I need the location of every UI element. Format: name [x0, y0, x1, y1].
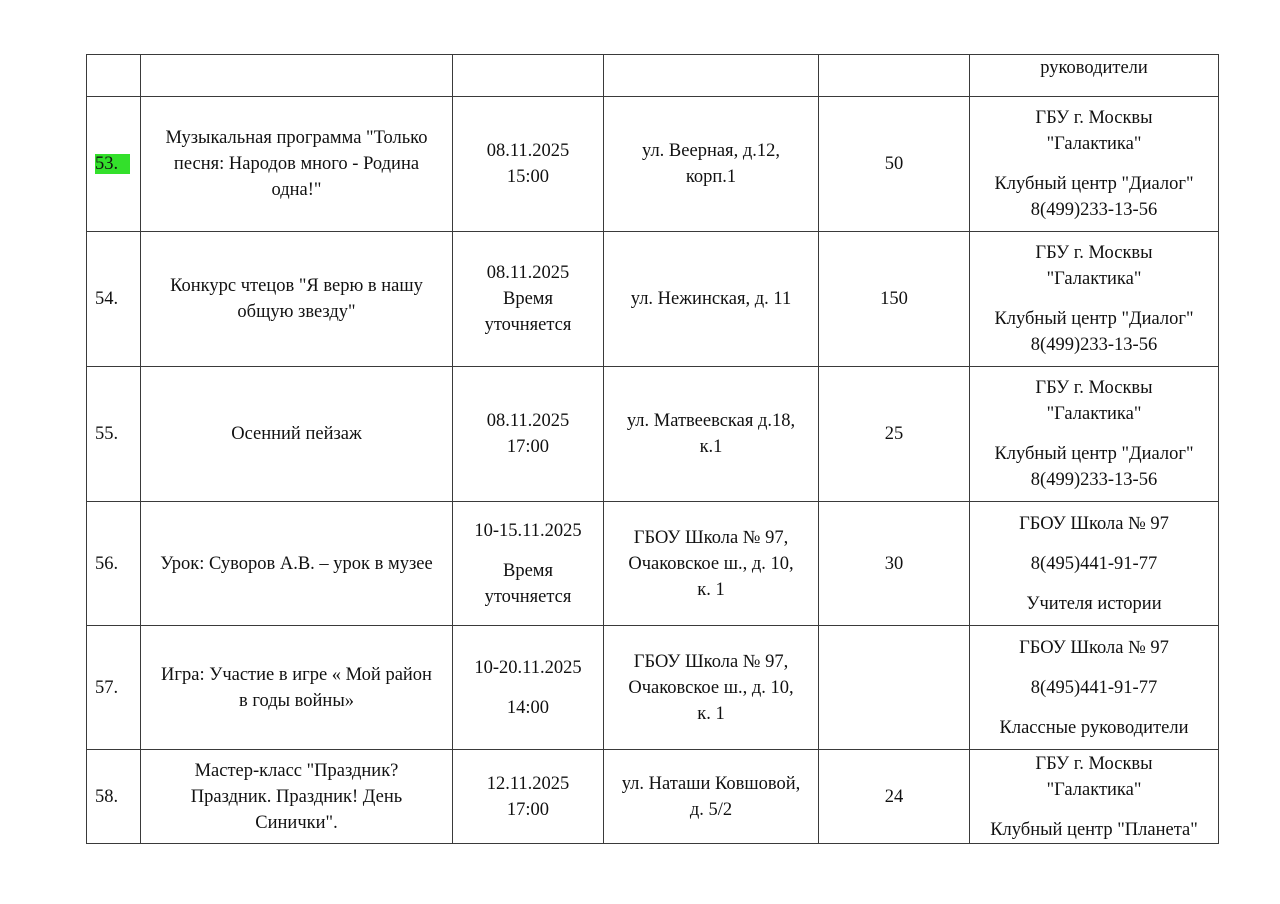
event-line: общую звезду": [237, 302, 356, 322]
cell-event: [141, 626, 453, 750]
date-line: 08.11.2025: [486, 263, 570, 283]
place-line: ул. Веерная, д.12,: [642, 141, 780, 161]
org-line: ГБОУ Школа № 97: [1019, 637, 1169, 658]
event-line: Осенний пейзаж: [231, 424, 362, 444]
place-line: Очаковское ш., д. 10,: [628, 553, 794, 574]
date-line: 08.11.2025: [486, 141, 570, 161]
cell-date: [453, 232, 604, 367]
highlighted-row-number: 53.: [95, 154, 130, 174]
cell-event: [141, 750, 453, 844]
place-line: корп.1: [685, 167, 737, 187]
cell-num: 58.: [87, 750, 141, 844]
org-line: Клубный центр "Диалог": [994, 444, 1194, 464]
cell-event: [141, 97, 453, 232]
org-line: Клубный центр "Планета": [990, 819, 1198, 840]
org-line: руководители: [1040, 58, 1148, 78]
date-line: 10-15.11.2025: [474, 520, 582, 541]
cell-date: [453, 502, 604, 626]
org-line: "Галактика": [1046, 269, 1142, 289]
event-line: Игра: Участие в игре « Мой район: [161, 664, 432, 685]
cell-event: [141, 55, 453, 97]
table-row: [87, 750, 1219, 844]
place-line: к. 1: [697, 703, 725, 724]
time-line: 17:00: [506, 799, 550, 820]
event-line: Праздник. Праздник! День: [190, 786, 403, 807]
time-line: Время: [502, 289, 554, 309]
cell-count: 50: [819, 97, 970, 232]
org-line: Учителя истории: [1026, 593, 1162, 614]
table-row-continued: [87, 55, 1219, 97]
cell-org: [970, 232, 1219, 367]
org-line: Клубный центр "Диалог": [994, 174, 1194, 194]
place-line: ул. Наташи Ковшовой,: [621, 773, 801, 794]
org-line: Классные руководители: [999, 717, 1189, 738]
cell-num: 57.: [87, 626, 141, 750]
event-line: песня: Народов много - Родина: [173, 154, 420, 174]
cell-place: [604, 502, 819, 626]
place-line: ГБОУ Школа № 97,: [633, 527, 789, 548]
event-line: Мастер-класс "Праздник?: [194, 760, 399, 781]
org-line: ГБУ г. Москвы: [1035, 108, 1153, 128]
cell-org: [970, 502, 1219, 626]
date-line: 10-20.11.2025: [474, 657, 582, 678]
org-line: ГБОУ Школа № 97: [1019, 513, 1169, 534]
cell-place: [604, 626, 819, 750]
cell-count: 25: [819, 367, 970, 502]
table-row: [87, 232, 1219, 367]
table-row: [87, 502, 1219, 626]
time-line: 17:00: [506, 437, 550, 457]
cell-event: [141, 502, 453, 626]
cell-event: [141, 367, 453, 502]
event-line: Урок: Суворов А.В. – урок в музее: [160, 553, 433, 574]
org-line: "Галактика": [1046, 779, 1142, 800]
cell-org: [970, 55, 1219, 97]
cell-count: [819, 626, 970, 750]
table-row: [87, 626, 1219, 750]
cell-org: [970, 97, 1219, 232]
cell-org: [970, 750, 1219, 844]
date-line: 08.11.2025: [486, 411, 570, 431]
cell-num: 55.: [87, 367, 141, 502]
cell-place: [604, 97, 819, 232]
org-line: ГБУ г. Москвы: [1035, 753, 1153, 774]
events-table: [86, 54, 1219, 844]
place-line: ул. Нежинская, д. 11: [630, 289, 792, 309]
event-line: Синички".: [255, 812, 338, 833]
cell-date: [453, 626, 604, 750]
table-row: [87, 97, 1219, 232]
cell-date: [453, 97, 604, 232]
time-line: 15:00: [506, 167, 550, 187]
cell-place: [604, 232, 819, 367]
org-phone: 8(499)233-13-56: [1030, 335, 1158, 355]
cell-num: [87, 97, 141, 232]
cell-org: [970, 367, 1219, 502]
org-phone: 8(495)441-91-77: [1030, 553, 1158, 574]
place-line: ГБОУ Школа № 97,: [633, 651, 789, 672]
place-line: к.1: [699, 437, 723, 457]
cell-place: [604, 55, 819, 97]
cell-place: [604, 750, 819, 844]
org-phone: 8(499)233-13-56: [1030, 470, 1158, 490]
org-phone: 8(495)441-91-77: [1030, 677, 1158, 698]
cell-event: [141, 232, 453, 367]
table-row: [87, 367, 1219, 502]
cell-org: [970, 626, 1219, 750]
place-line: Очаковское ш., д. 10,: [628, 677, 794, 698]
cell-date: [453, 367, 604, 502]
org-line: ГБУ г. Москвы: [1035, 378, 1153, 398]
event-line: в годы войны»: [238, 690, 354, 711]
place-line: ул. Матвеевская д.18,: [626, 411, 796, 431]
time-line: уточняется: [484, 586, 572, 607]
org-line: "Галактика": [1046, 134, 1142, 154]
time-line: Время: [502, 560, 554, 581]
cell-date: [453, 750, 604, 844]
org-line: "Галактика": [1046, 404, 1142, 424]
org-line: ГБУ г. Москвы: [1035, 243, 1153, 263]
cell-count: 30: [819, 502, 970, 626]
cell-num: [87, 55, 141, 97]
place-line: д. 5/2: [689, 799, 733, 820]
cell-date: [453, 55, 604, 97]
event-line: Музыкальная программа "Только: [165, 128, 428, 148]
time-line: 14:00: [506, 697, 550, 718]
cell-count: 150: [819, 232, 970, 367]
org-phone: 8(499)233-13-56: [1030, 200, 1158, 220]
date-line: 12.11.2025: [486, 773, 570, 794]
cell-num: 56.: [87, 502, 141, 626]
cell-num: 54.: [87, 232, 141, 367]
cell-count: 24: [819, 750, 970, 844]
event-line: Конкурс чтецов "Я верю в нашу: [170, 276, 423, 296]
place-line: к. 1: [697, 579, 725, 600]
cell-count: [819, 55, 970, 97]
event-line: одна!": [271, 180, 322, 200]
org-line: Клубный центр "Диалог": [994, 309, 1194, 329]
time-line: уточняется: [484, 315, 572, 335]
cell-place: [604, 367, 819, 502]
